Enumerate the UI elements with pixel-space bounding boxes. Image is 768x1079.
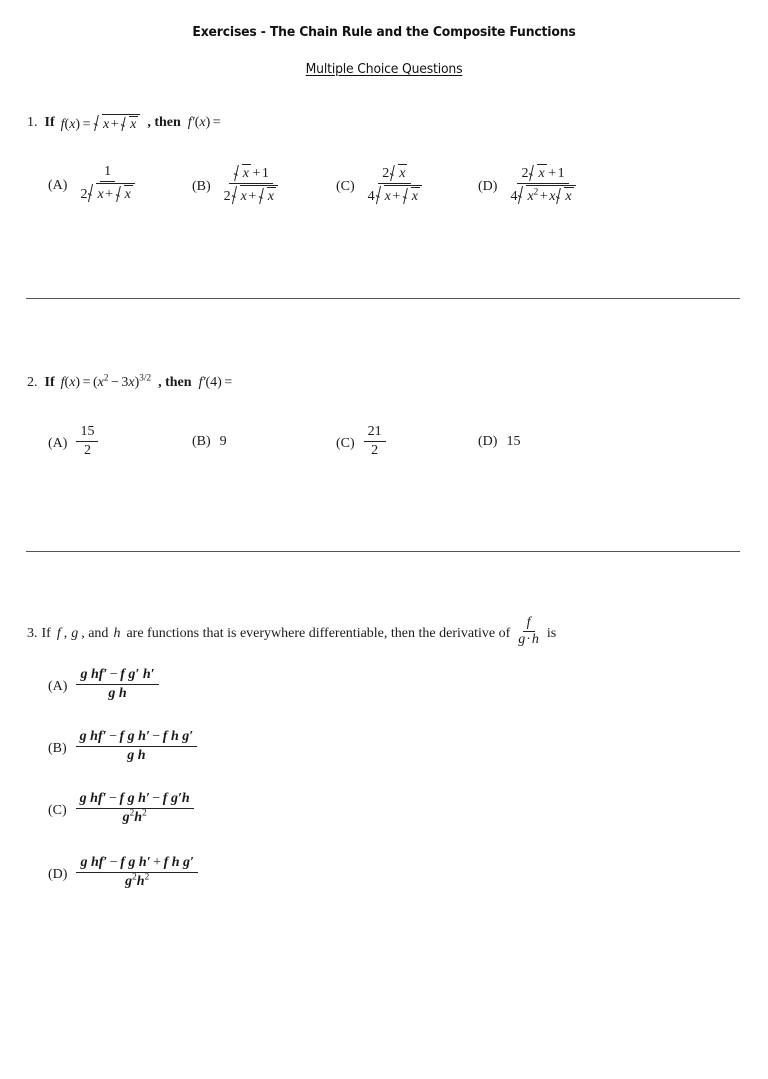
question-2-number: 2. [27,375,38,390]
question-3-stem-text: are functions that is everywhere differentiable, then the derivative of [126,625,511,641]
question-2-option-d[interactable] [478,434,520,450]
option-label: (B) [48,740,67,756]
question-3-symbol-g: g [71,625,79,641]
option-label: (C) [336,435,355,451]
question-1-function-expression: f(x) = x + x [61,114,141,132]
question-1-option-a[interactable] [48,163,142,205]
question-3-stem-fraction: $\frac{f}{g\cdot h}$ [518,614,539,647]
question-3-symbol-h: h [113,625,121,641]
question-1-options [0,152,768,212]
question-2-options [0,412,768,472]
option-c-fraction: $\frac{2 x}{4 x + x}$ [364,164,426,205]
option-b-fraction: $\frac{x + 1}{2 x + x}$ [220,164,282,205]
question-1-option-b[interactable] [192,166,285,207]
option-label: (A) [48,435,68,451]
option-c-fraction [364,424,386,459]
fraction-numerator: 15 [76,424,98,442]
question-2-then-word: , then [158,375,192,390]
option-a-fraction [76,424,98,459]
question-1-then-word: , then [147,115,181,130]
question-3-comma-2: , and [81,625,109,641]
option-label: (C) [336,178,355,194]
question-2-option-b[interactable] [192,434,227,450]
question-1 [0,112,768,212]
question-2-derivative-expression: f′(4) = [198,375,233,390]
question-3-comma-1: , [63,625,68,641]
question-3-if-word: If [41,625,51,641]
option-b-value: 9 [219,434,227,449]
question-3-symbol-f: f [56,625,61,641]
question-2-option-a[interactable] [48,423,101,461]
question-3 [0,614,768,889]
question-2-stem [0,372,768,394]
option-label: (C) [48,802,67,818]
option-label: (D) [478,434,498,449]
page-subtitle [31,61,738,77]
question-3-option-a[interactable] [48,666,162,704]
question-2-function-expression: $f(x) = (x^2 - 3x)^{3/2}$ [60,372,152,390]
question-1-if-word: If [44,115,55,130]
option-label: (D) [478,178,498,194]
question-3-stem-tail: is [546,625,557,641]
question-3-number: 3. [27,625,38,641]
question-2-if-word: If [44,375,55,390]
option-a-fraction: $\frac{1}{2 x + x}$ [76,164,138,203]
option-d-fraction: $\frac{2 x + 1}{4 x^2 + x x}$ [506,164,579,205]
page-title: Exercises - The Chain Rule and the Composite Functions [192,24,576,40]
option-d-fraction: $\frac{\text{g hf′ − f g h′ + f h g′}}{g^2h^2}$ [76,855,198,890]
option-label: (A) [48,678,68,694]
question-3-stem [0,614,768,649]
question-2 [0,372,768,472]
option-c-fraction: $\frac{\text{g hf′ − f g h′ − f g′h}}{g^2h^2}$ [76,791,194,826]
page-subtitle-text: Multiple Choice Questions [305,61,463,77]
fraction-numerator: 21 [364,424,386,442]
question-3-option-d[interactable] [48,854,201,892]
question-1-number: 1. [27,115,38,130]
question-1-option-d[interactable] [478,166,583,207]
divider-after-question-1 [26,298,740,299]
option-label: (B) [192,178,211,194]
option-label: (D) [48,866,68,882]
option-label: (B) [192,434,211,449]
option-a-fraction: $\frac{\text{g hf′ − f g′ h′}}{\text{g h}}$ [76,667,158,702]
option-label: (A) [48,177,68,193]
question-3-option-b[interactable] [48,728,200,766]
question-3-option-c[interactable] [48,790,197,828]
option-b-fraction: $\frac{\text{g hf′ − f g h′ − f h g′}}{\text{g h}}$ [76,729,198,764]
option-d-value: 15 [506,434,521,449]
question-1-stem [0,112,768,134]
question-1-option-c[interactable] [336,166,429,207]
divider-after-question-2 [26,551,740,552]
fraction-denominator: 2 [83,442,91,458]
question-1-derivative-expression: f′(x) = [187,115,221,130]
fraction-denominator: 2 [371,442,379,458]
question-2-option-c[interactable] [336,423,389,461]
